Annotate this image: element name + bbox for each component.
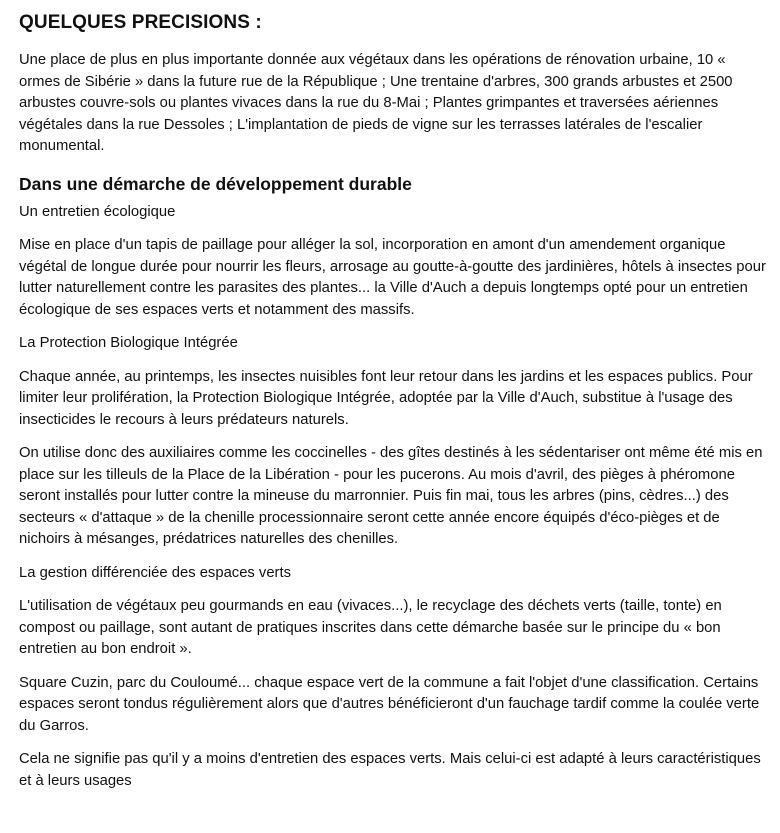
document-title: QUELQUES PRECISIONS : (19, 12, 262, 33)
paragraph-gestion-differenciee-1: L'utilisation de végétaux peu gourmands en eau (vivaces...), le recyclage des déchets verts (taille, tonte) en compost ou paillage, sont autant de pratiques inscrites dans cette démarche basée sur le principe du « bon entretien au bon endroit ». (19, 598, 722, 657)
subtitle-protection-biologique: La Protection Biologique Intégrée (19, 335, 238, 351)
section-heading: Dans une démarche de développement durable (19, 173, 412, 194)
paragraph-gestion-differenciee-2: Square Cuzin, parc du Couloumé... chaque espace vert de la commune a fait l'objet d'une classification. Certains espaces seront tondus régulièrement alors que d'autres bénéficieront d'un fauchage tardif comme la coulée verte du Garros. (19, 674, 760, 734)
paragraph-protection-biologique-2: On utilise donc des auxiliaires comme les coccinelles - des gîtes destinés à les sédentariser ont même été mis en place sur les tilleuls de la Place de la Libération - pour les pucerons. Au mois d'avril, des pièges à phéromone seront installés pour lutter contre la mineuse du marronnier. Puis fin mai, tous les arbres (pins, cèdres...) des secteurs « d'attaque » de la chenille processionnaire seront cette année encore équipés d'éco-pièges et de nichoirs à mésanges, prédatrices naturelles des chenilles. (19, 445, 763, 547)
paragraph-protection-biologique-1: Chaque année, au printemps, les insectes nuisibles font leur retour dans les jardins et les espaces publics. Pour limiter leur prolifération, la Protection Biologique Intégrée, adoptée par la Ville d'Auch, substitue à l'usage des insecticides le recours à leurs prédateurs naturels. (19, 368, 753, 428)
paragraph-entretien-ecologique: Mise en place d'un tapis de paillage pour alléger la sol, incorporation en amont d'un amendement organique végétal de longue durée pour nourrir les fleurs, arrosage au goutte-à-goutte des jardinières, hôtels à insectes pour lutter naturellement contre les parasites des plantes... la Ville d'Auch a depuis longtemps opté pour un entretien écologique de ses espaces verts et notamment des massifs. (19, 237, 766, 318)
intro-paragraph: Une place de plus en plus importante donnée aux végétaux dans les opérations de rénovation urbaine, 10 « ormes de Sibérie » dans la future rue de la République ; Une trentaine d'arbres, 300 grands arbustes et 2500 arbustes couvre-sols ou plantes vivaces dans la rue du 8-Mai ; Plantes grimpantes et traversées aériennes végétales dans la rue Dessoles ; L'implantation de pieds de vigne sur les terrasses latérales de l'escalier monumental. (19, 52, 733, 154)
subtitle-entretien-ecologique: Un entretien écologique (19, 203, 176, 220)
paragraph-gestion-differenciee-3: Cela ne signifie pas qu'il y a moins d'entretien des espaces verts. Mais celui-ci est adapté à leurs caractéristiques et à leurs usages (19, 751, 761, 789)
subtitle-gestion-differenciee: La gestion différenciée des espaces verts (19, 564, 291, 581)
